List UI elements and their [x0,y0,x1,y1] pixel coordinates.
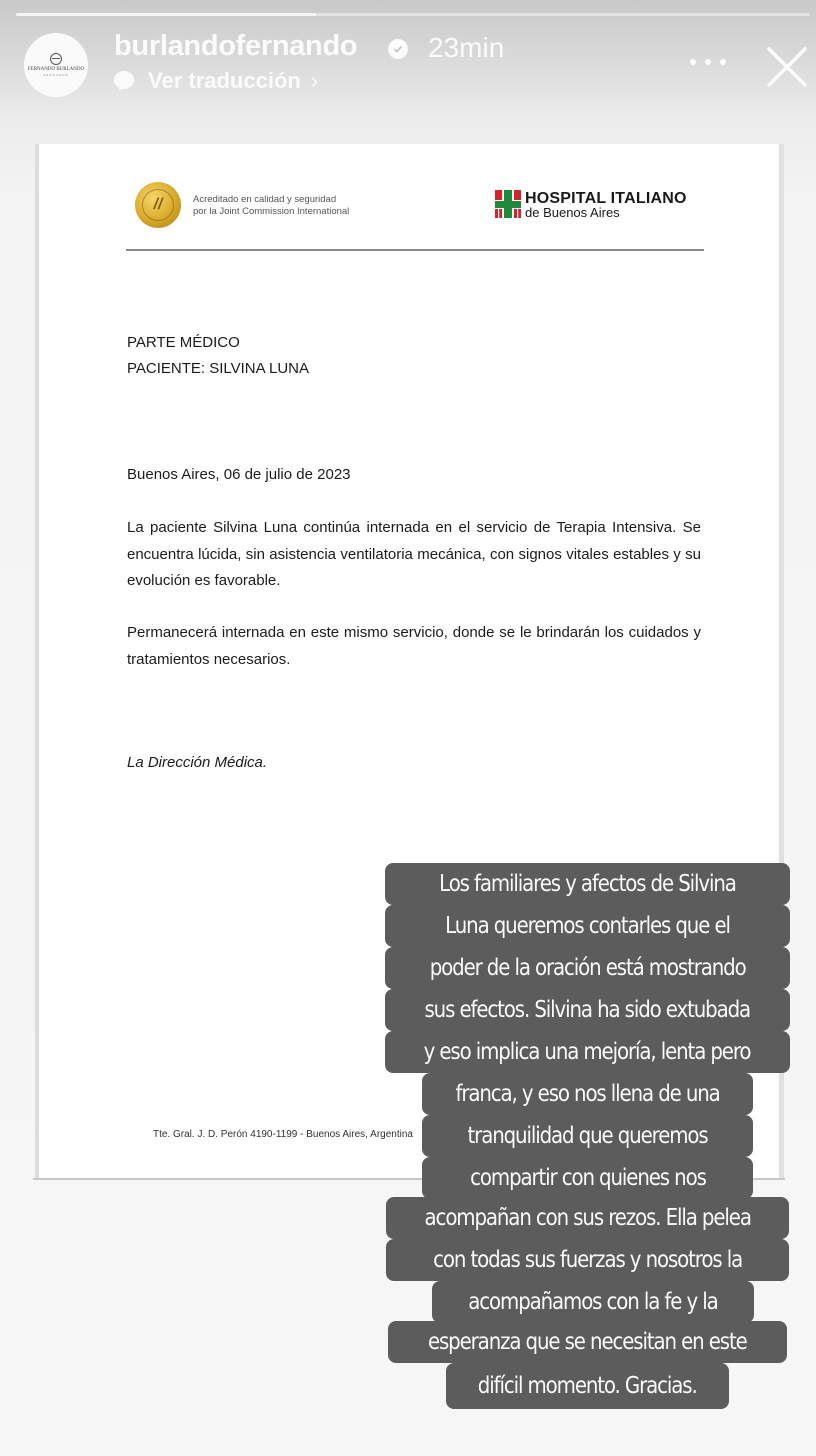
hospital-cross-logo-icon [495,190,521,218]
see-translation-button[interactable] [114,68,318,94]
more-horizontal-icon [690,59,696,65]
report-paragraph-2: Permanecerá internada en este mismo servicio, donde se le brindarán los cuidados y tratamientos necesarios. [127,624,701,668]
story-progress-fill [16,13,316,16]
caption-line: tranquilidad que queremos [422,1115,753,1157]
close-icon [764,44,810,90]
avatar-brand-text: FERNANDO BURLANDO [27,67,85,72]
medical-report-document [39,144,779,1179]
caption-line: difícil momento. Gracias. [446,1363,729,1409]
username-link[interactable]: burlandofernando [114,30,358,62]
verified-badge-icon [388,39,408,59]
joint-commission-seal-icon: // [135,182,181,228]
hospital-name: HOSPITAL ITALIANO [525,190,687,207]
avatar[interactable] [24,33,88,97]
post-timestamp: 23min [428,32,505,63]
caption-line: poder de la oración está mostrando [385,947,790,989]
hospital-subtitle: de Buenos Aires [525,205,620,220]
story-header [0,30,816,100]
caption-line: franca, y eso nos llena de una [422,1073,753,1115]
caption-line: y eso implica una mejoría, lenta pero [385,1031,790,1073]
caption-line: sus efectos. Silvina ha sido extubada [385,989,790,1031]
document-edge-bottom [33,1178,785,1180]
chevron-right-icon: › [310,68,319,93]
report-date: Buenos Aires, 06 de julio de 2023 [127,466,351,483]
caption-line: con todas sus fuerzas y nosotros la [386,1239,789,1281]
patient-name: PACIENTE: SILVINA LUNA [127,360,309,377]
caption-line: acompañamos con la fe y la [432,1281,754,1323]
brand-logo-icon [50,53,62,65]
more-options-button[interactable] [690,52,726,72]
see-translation-label: Ver traducción [148,68,301,93]
document-letterhead [135,180,705,230]
accreditation-text: Acreditado en calidad y seguridad por la Joint Commission International [193,194,350,217]
caption-line: compartir con quienes nos [422,1157,753,1199]
report-paragraph-1: La paciente Silvina Luna continúa internada en el servicio de Terapia Intensiva. Se encuentra lúcida, sin asistencia ventilatoria mecánica, con signos vitales estables y su evolución es favorable. [127,519,701,589]
caption-line: Los familiares y afectos de Silvina [385,863,790,905]
report-signature: La Dirección Médica. [127,754,268,771]
speech-bubble-icon [114,71,136,91]
story-progress-bar [16,13,810,16]
close-button[interactable] [764,44,810,90]
letterhead-divider [126,249,704,251]
hospital-address: Tte. Gral. J. D. Perón 4190-1199 - Buenos Aires, Argentina [153,1129,413,1140]
caption-line: Luna queremos contarles que el [385,905,790,947]
caption-line: acompañan con sus rezos. Ella pelea [386,1197,789,1239]
caption-line: esperanza que se necesitan en este [388,1321,787,1363]
avatar-brand-sub: ABOGADOS [43,73,69,77]
report-title: PARTE MÉDICO [127,334,240,351]
